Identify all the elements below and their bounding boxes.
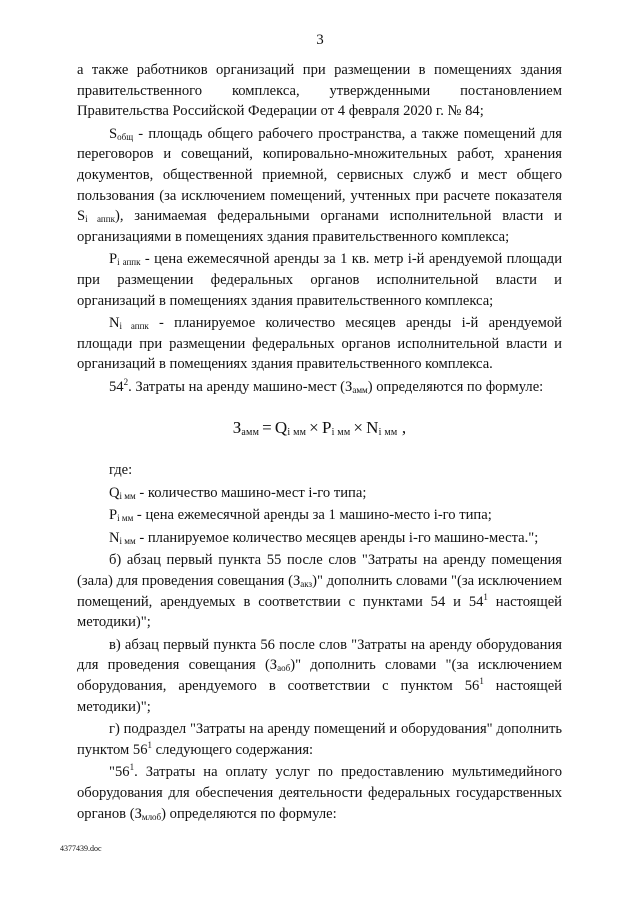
times-2: × xyxy=(353,417,364,437)
formula-zamm: $З_{амм} = Q_{i мм} \times P_{i мм} \times N_{i мм}$ , xyxy=(232,417,407,438)
paragraph-s-obsch: $S_{общ}$ - площадь общего рабочего пространства, а также помещений для переговоров и совещаний, копировально-множительных работ, хранения документов, общественной приемной, сервисных служб и мест общего пользования (за исключением помещений, учтенных при расчете показателя $S_{i аппк}$), занимаемая федеральными органами исполнительной власти и организациями в помещениях здания правительственного комплекса; xyxy=(77,125,562,245)
paragraph-b: б) абзац первый пункта 55 после слов "Затраты на аренду помещения (зала) для проведения совещания $(З_{акз})$" дополнить словами "(за исключением помещений, арендуемых в соответствии с пунктами 54 и $54^1$ настоящей методики)"; xyxy=(77,552,562,631)
paragraph-54-2: $54^2$. Затраты на аренду машино-мест $(З_{амм})$ определяются по формуле: xyxy=(109,376,544,395)
definition-q: $Q_{i мм}$ - количество машино-мест i-го типа; xyxy=(109,484,367,501)
document-body xyxy=(77,60,562,826)
paragraph-n-appk: $N_{i аппк}$ - планируемое количество месяцев аренды i-й арендуемой площади при размещении федеральных органов исполнительной власти и организаций в помещениях здания правительственного комплекса. xyxy=(77,315,562,373)
paragraph-56-1: "$56^1$. Затраты на оплату услуг по предоставлению мультимедийного оборудования для обеспечения деятельности федеральных государственных органов $(З_{млоб})$ определяются по формуле: xyxy=(77,762,562,822)
paragraph-v: в) абзац первый пункта 56 после слов "Затраты на аренду оборудования для проведения совещания $(З_{аоб})$" дополнить словами "(за исключением оборудования, арендуемого в соответствии с пунктом $56^1$ настоящей методики)"; xyxy=(77,636,563,715)
paragraph-continuation: а также работников организаций при размещении в помещениях здания правительственного комплекса, утвержденными постановлением Правительства Российской Федерации от 4 февраля 2020 г. № 84; xyxy=(77,62,562,120)
page-number: 3 xyxy=(316,32,324,48)
footer-filename: 4377439.doc xyxy=(60,844,102,853)
paragraph-g: г) подраздел "Затраты на аренду помещений и оборудования" дополнить пунктом $56^1$ следующего содержания: xyxy=(77,721,562,758)
where-label: где: xyxy=(109,462,133,479)
paragraph-p-appk: $P_{i аппк}$ - цена ежемесячной аренды за 1 кв. метр i-й арендуемой площади при размещении федеральных органов исполнительной власти и организаций в помещениях здания правительственного комплекса; xyxy=(77,251,562,309)
definition-n: $N_{i мм}$ - планируемое количество месяцев аренды i-го машино-места."; xyxy=(109,529,539,546)
definition-p: $P_{i мм}$ - цена ежемесячной аренды за 1 машино-место i-го типа; xyxy=(109,507,492,524)
